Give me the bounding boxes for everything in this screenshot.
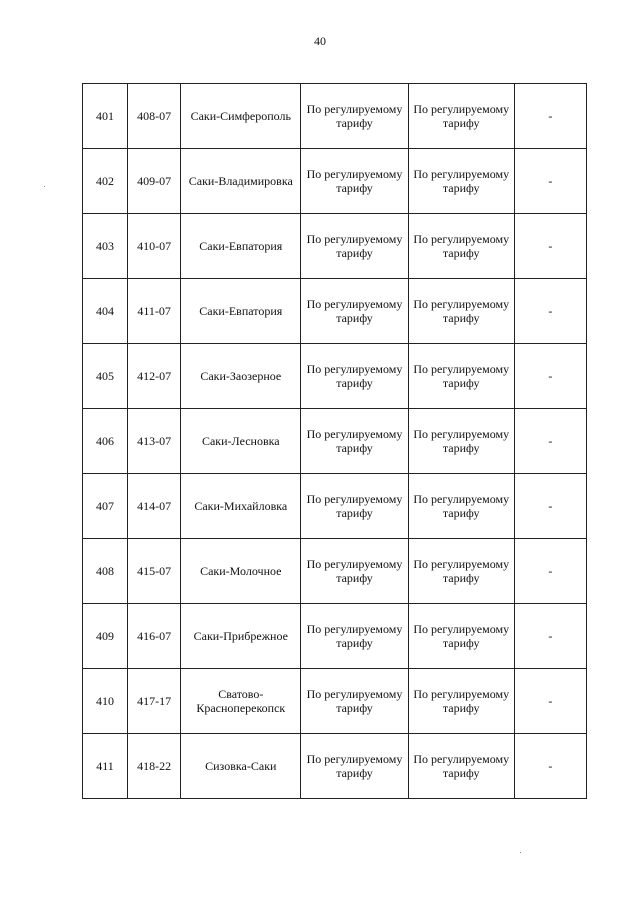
tariff-cell: По регулируемому тарифу [408,84,514,149]
page-number: 40 [314,34,326,48]
table-row [83,149,587,214]
route-name-cell: Саки-Лесновка [181,409,301,474]
tariff-cell: По регулируемому тарифу [301,149,408,214]
row-number-cell: 404 [83,279,128,344]
tariff-cell: По регулируемому тарифу [408,539,514,604]
tariff-cell: По регулируемому тарифу [301,669,408,734]
row-number-cell: 403 [83,214,128,279]
note-cell: - [514,279,586,344]
tariff-cell: По регулируемому тарифу [301,604,408,669]
table-row [83,669,587,734]
route-name-cell: Саки-Заозерное [181,344,301,409]
table-row [83,539,587,604]
row-number-cell: 411 [83,734,128,799]
row-number-cell: 410 [83,669,128,734]
route-code-cell: 410-07 [128,214,181,279]
tariff-cell: По регулируемому тарифу [301,84,408,149]
note-cell: - [514,84,586,149]
tariff-cell: По регулируемому тарифу [408,344,514,409]
table-row [83,604,587,669]
scan-speck [44,186,45,187]
route-name-cell: Саки-Михайловка [181,474,301,539]
note-cell: - [514,669,586,734]
tariff-cell: По регулируемому тарифу [408,149,514,214]
note-cell: - [514,344,586,409]
tariff-cell: По регулируемому тарифу [301,279,408,344]
tariff-cell: По регулируемому тарифу [408,734,514,799]
route-code-cell: 409-07 [128,149,181,214]
routes-table-body [83,84,587,799]
route-code-cell: 416-07 [128,604,181,669]
tariff-cell: По регулируемому тарифу [408,474,514,539]
table-row [83,279,587,344]
route-name-cell: Саки-Евпатория [181,214,301,279]
route-name-cell: Саки-Евпатория [181,279,301,344]
route-code-cell: 412-07 [128,344,181,409]
note-cell: - [514,214,586,279]
tariff-cell: По регулируемому тарифу [408,604,514,669]
row-number-cell: 402 [83,149,128,214]
route-name-cell: Сватово-Красноперекопск [181,669,301,734]
row-number-cell: 405 [83,344,128,409]
tariff-cell: По регулируемому тарифу [301,409,408,474]
route-code-cell: 411-07 [128,279,181,344]
note-cell: - [514,539,586,604]
tariff-cell: По регулируемому тарифу [301,474,408,539]
note-cell: - [514,604,586,669]
tariff-cell: По регулируемому тарифу [301,344,408,409]
route-name-cell: Саки-Владимировка [181,149,301,214]
tariff-cell: По регулируемому тарифу [408,279,514,344]
route-name-cell: Саки-Молочное [181,539,301,604]
row-number-cell: 401 [83,84,128,149]
route-code-cell: 417-17 [128,669,181,734]
route-code-cell: 408-07 [128,84,181,149]
route-name-cell: Сизовка-Саки [181,734,301,799]
note-cell: - [514,409,586,474]
table-row [83,734,587,799]
table-row [83,474,587,539]
table-row [83,409,587,474]
route-code-cell: 414-07 [128,474,181,539]
tariff-cell: По регулируемому тарифу [301,214,408,279]
row-number-cell: 409 [83,604,128,669]
row-number-cell: 406 [83,409,128,474]
table-row [83,214,587,279]
route-code-cell: 413-07 [128,409,181,474]
table-row [83,84,587,149]
tariff-cell: По регулируемому тарифу [408,214,514,279]
table-row [83,344,587,409]
note-cell: - [514,149,586,214]
tariff-cell: По регулируемому тарифу [408,409,514,474]
note-cell: - [514,474,586,539]
row-number-cell: 407 [83,474,128,539]
tariff-cell: По регулируемому тарифу [408,669,514,734]
row-number-cell: 408 [83,539,128,604]
tariff-cell: По регулируемому тарифу [301,539,408,604]
note-cell: - [514,734,586,799]
scan-speck [520,852,521,853]
route-name-cell: Саки-Прибрежное [181,604,301,669]
route-name-cell: Саки-Симферополь [181,84,301,149]
routes-table [82,83,587,799]
tariff-cell: По регулируемому тарифу [301,734,408,799]
route-code-cell: 418-22 [128,734,181,799]
route-code-cell: 415-07 [128,539,181,604]
